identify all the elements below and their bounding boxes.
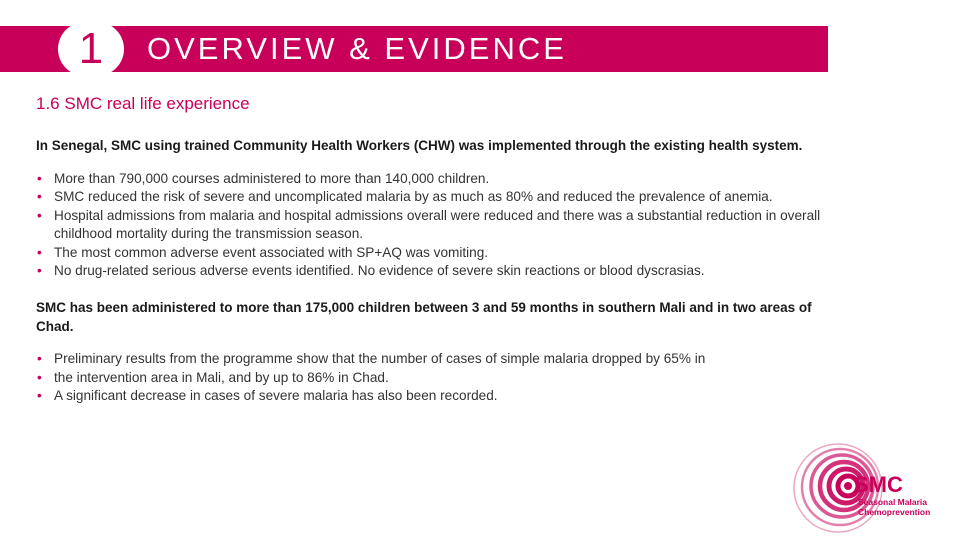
header-title: OVERVIEW & EVIDENCE [147,31,567,66]
list-item: • the intervention area in Mali, and by up to 86% in Chad. [36,369,846,387]
content-body [36,136,846,406]
list-item: • Hospital admissions from malaria and hospital admissions overall were reduced and there was a substantial reduction in overall childhood mortality during the transmission season. [37,207,821,242]
logo-line-1: Seasonal Malaria [858,497,927,507]
list-item: • The most common adverse event associated with SP+AQ was vomiting. [36,244,846,262]
bullet-icon: • [37,263,42,279]
section-number-badge [58,22,124,76]
bullet-icon: • [37,189,42,205]
bullet-icon: • [37,244,42,260]
bullet-icon: • [37,351,42,367]
bullet-icon: • [37,369,42,385]
bullet-icon: • [37,207,42,223]
bullet-list-mali-chad [36,350,846,405]
bullet-list-senegal [36,170,846,280]
smc-logo [788,438,948,534]
list-item: • A significant decrease in cases of severe malaria has also been recorded. [36,387,846,405]
bullet-icon: • [37,388,42,404]
logo-line-2: Chemoprevention [858,507,931,517]
bullet-icon: • [37,171,42,186]
intro-paragraph: In Senegal, SMC using trained Community Health Workers (CHW) was implemented through the existing health system. [36,138,803,153]
list-item: • More than 790,000 courses administered to more than 140,000 children. [36,170,846,188]
list-item: • No drug-related serious adverse events identified. No evidence of severe skin reactions or blood dyscrasias. [36,262,846,280]
section-title: 1.6 SMC real life experience [36,94,250,113]
section-number: 1 [78,24,104,73]
list-item: • SMC reduced the risk of severe and uncomplicated malaria by as much as 80% and reduced the prevalence of anemia. [36,188,846,206]
list-item: • Preliminary results from the programme show that the number of cases of simple malaria dropped by 65% in [36,350,846,368]
logo-acronym: SMC [854,472,903,497]
second-paragraph: SMC has been administered to more than 175,000 children between 3 and 59 months in southern Mali and in two areas of Chad. [36,300,812,335]
